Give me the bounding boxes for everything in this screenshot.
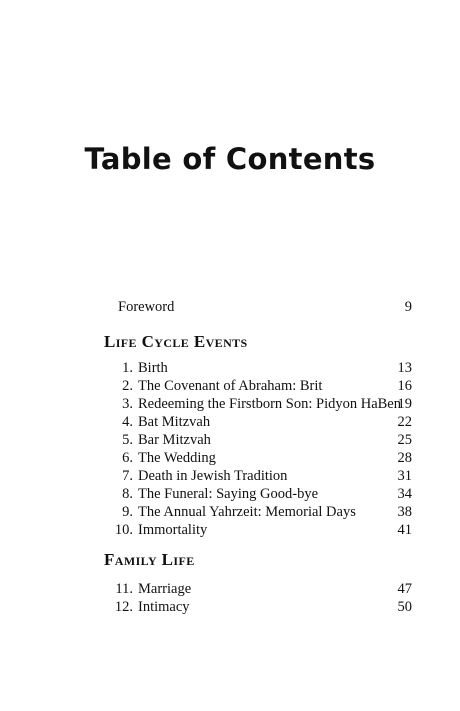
toc-entry-number: 1. [122,360,133,376]
toc-entry-page: 13 [397,360,412,376]
toc-entry [0,377,460,395]
toc-entry-label: Redeeming the Firstborn Son: Pidyon HaBen [138,396,401,412]
toc-entry-label: Death in Jewish Tradition [138,468,288,484]
toc-entry-page: 9 [404,299,412,315]
toc-entry-label: Bat Mitzvah [138,414,211,430]
page-title: Table of Contents [84,142,376,176]
toc-entry [0,467,460,485]
toc-entry-label: The Wedding [138,450,216,466]
toc-entry-label: Intimacy [138,599,190,615]
toc-entry-label: Marriage [138,581,192,597]
toc-entry-label: Bar Mitzvah [138,432,211,448]
toc-entry-page: 16 [397,378,412,394]
toc-entry-number: 6. [122,450,133,466]
toc-entry-number: 12. [114,599,133,615]
toc-entry [0,598,460,616]
toc-entry-number: 8. [122,486,133,502]
toc-entry [0,359,460,377]
toc-entry [0,449,460,467]
toc-entry-page: 38 [397,504,412,520]
toc-entry [0,413,460,431]
toc-entry [0,395,460,413]
toc-entry-label: Foreword [118,299,175,315]
toc-entry-page: 47 [397,581,412,597]
toc-entry-number: 9. [122,504,133,520]
toc-entry-page: 19 [397,396,412,412]
toc-entry-number: 7. [122,468,133,484]
toc-entry-number: 11. [115,581,133,597]
toc-entry [0,431,460,449]
toc-entry-page: 50 [397,599,412,615]
toc-entry-label: Immortality [138,522,208,538]
toc-entry [0,580,460,598]
toc-entry-label: The Covenant of Abraham: Brit [138,378,323,394]
toc-entry-page: 28 [397,450,412,466]
toc-entry-number: 3. [122,396,133,412]
toc-entry-number: 5. [122,432,133,448]
toc-entry [0,485,460,503]
toc-entry-page: 25 [397,432,412,448]
toc-entry-label: Birth [138,360,168,376]
toc-entry [0,503,460,521]
toc-entry-label: The Annual Yahrzeit: Memorial Days [138,504,356,520]
toc-entry-foreword [0,298,460,316]
toc-entry-label: The Funeral: Saying Good-bye [138,486,319,502]
toc-entry-page: 31 [397,468,412,484]
toc-entry-number: 2. [122,378,133,394]
toc-entry-number: 4. [122,414,133,430]
toc-entry-page: 22 [397,414,412,430]
section-heading: Life Cycle Events [104,332,248,351]
toc-entry-page: 34 [397,486,412,502]
toc-entry-page: 41 [397,522,412,538]
toc-entry-number: 10. [114,522,133,538]
section-heading: Family Life [104,550,195,569]
toc-entry [0,521,460,539]
